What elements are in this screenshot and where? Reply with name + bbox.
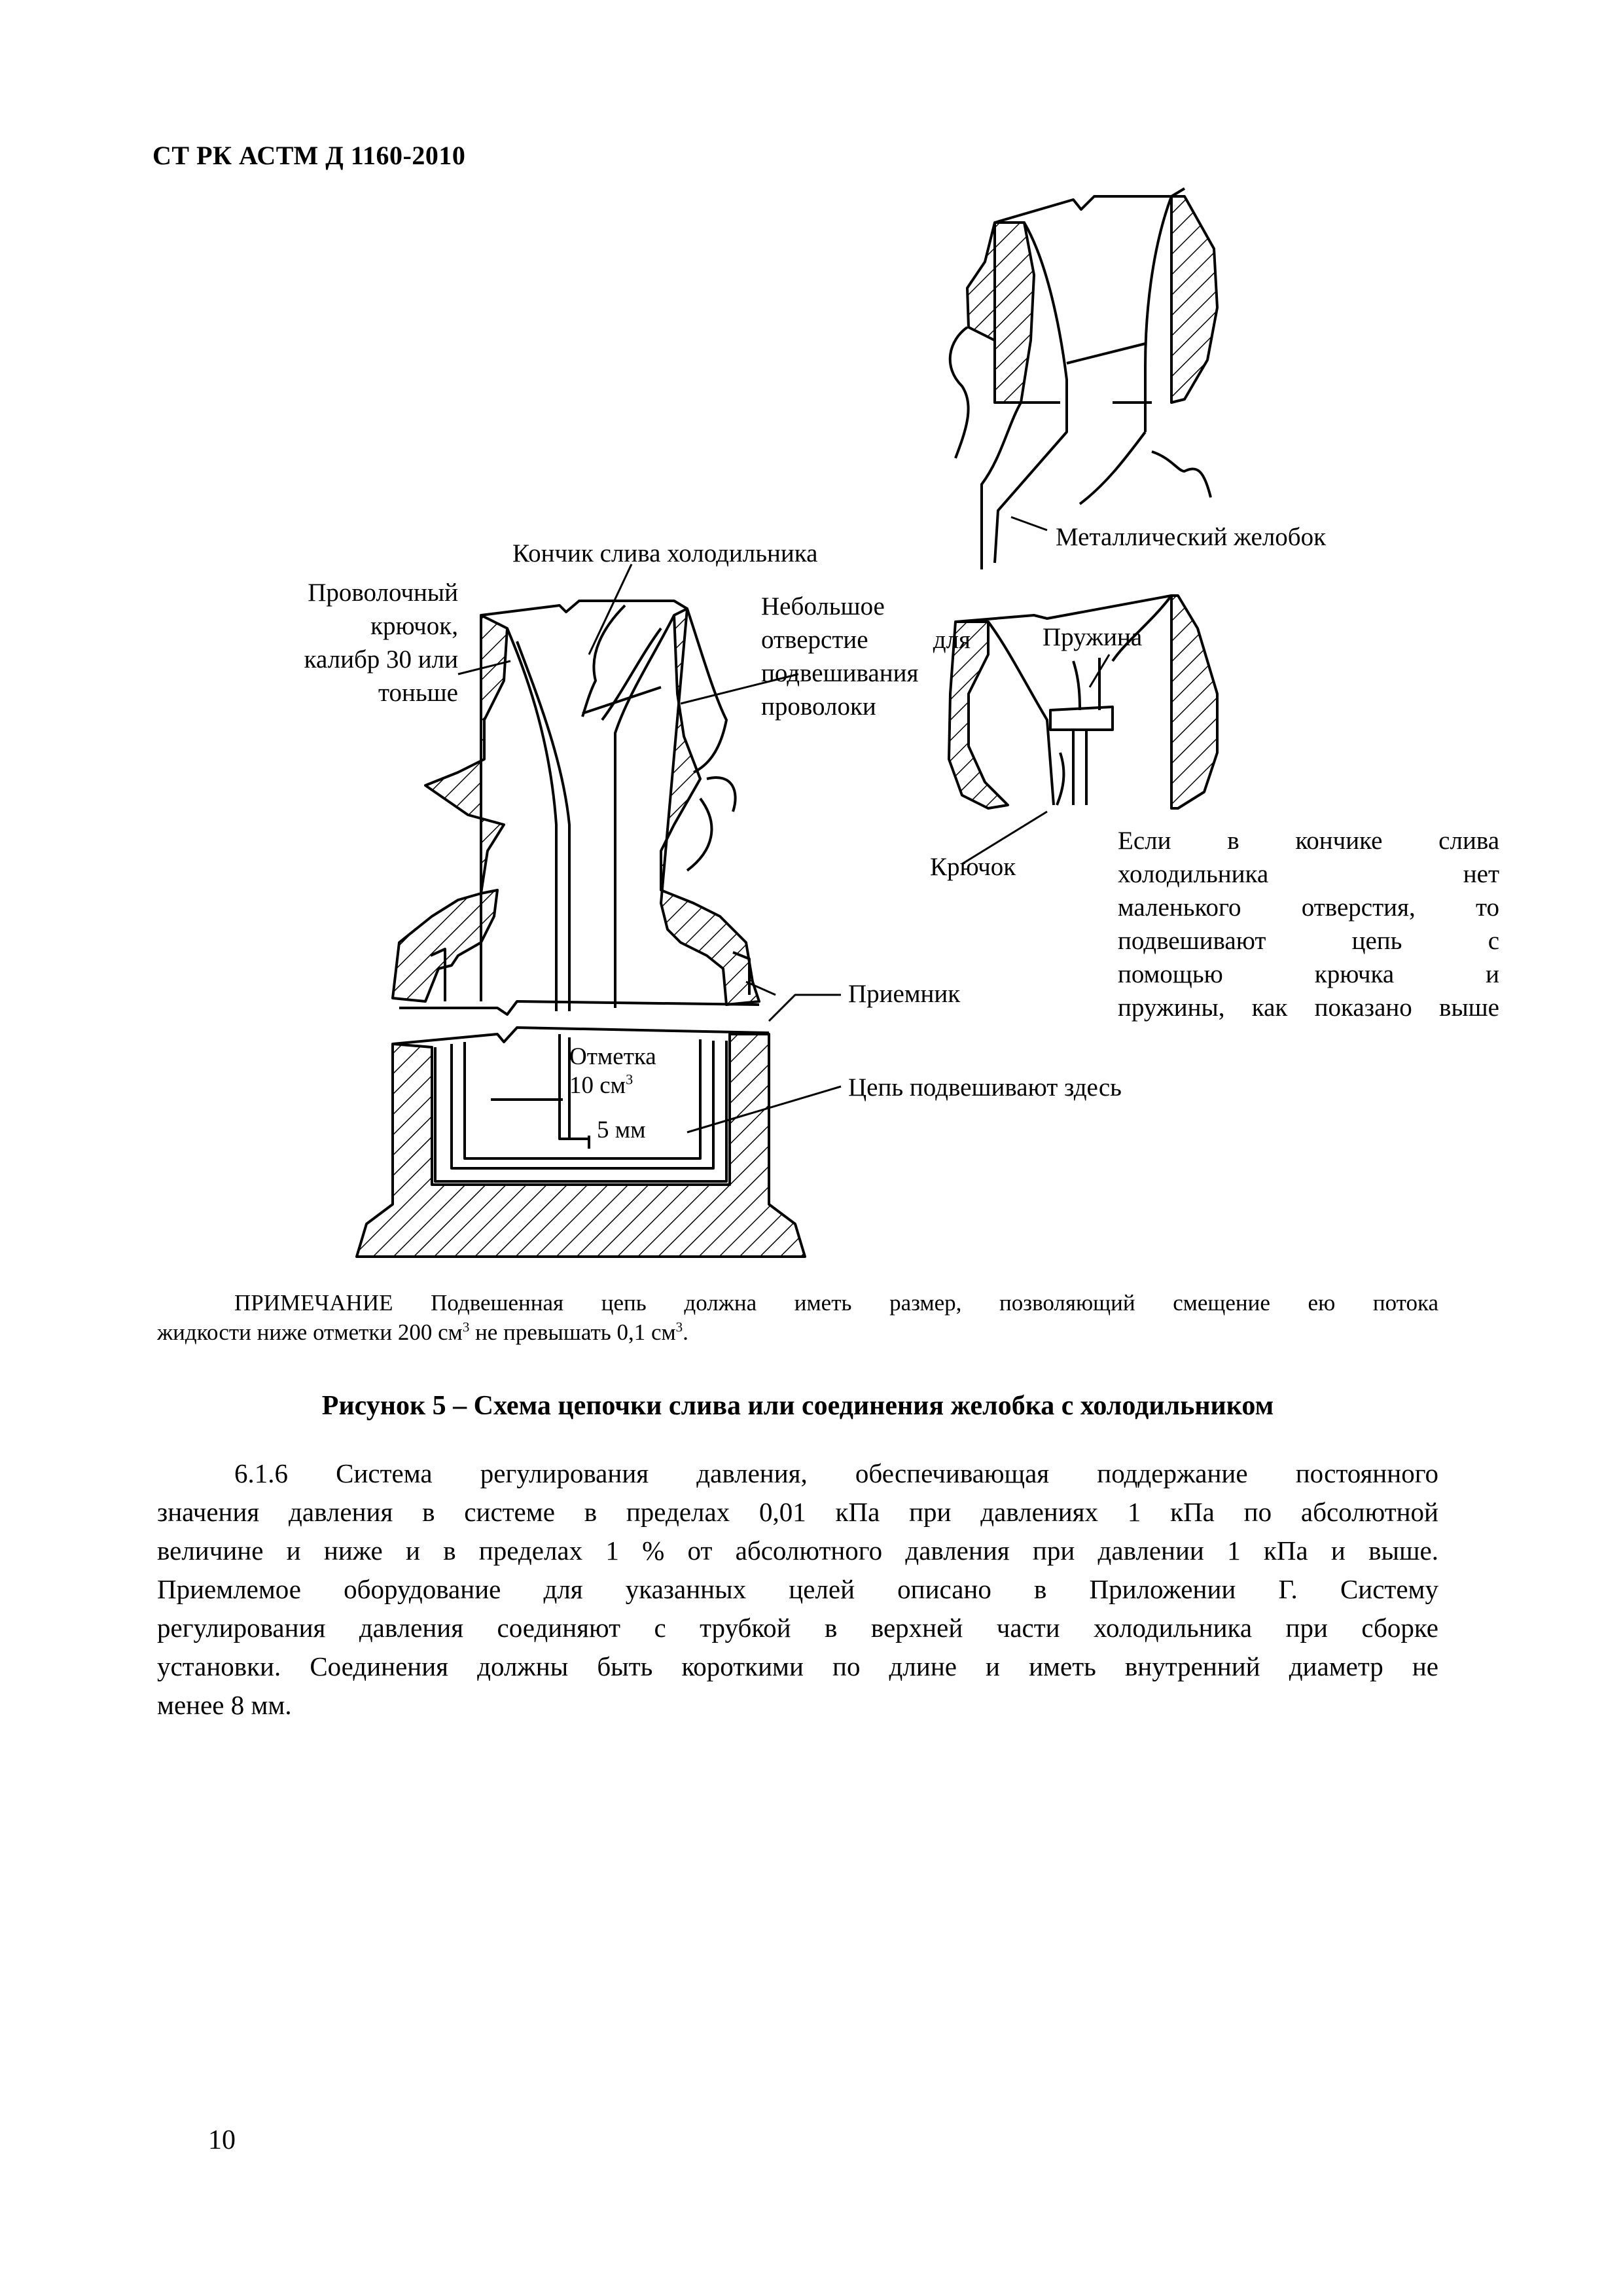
label-small-hole-line xyxy=(761,623,971,656)
paragraph-line: значения давления в системе в пределах 0,01 кПа при давлениях 1 кПа по абсолютной xyxy=(157,1497,1438,1527)
label-metal-trough: Металлический желобок xyxy=(1056,523,1327,551)
side-note-word: холодильника xyxy=(1118,860,1269,888)
figure-note-text: жидкости ниже отметки 200 см xyxy=(157,1319,463,1345)
side-note-word: слива xyxy=(1438,827,1500,855)
label-receiver: Приемник xyxy=(848,980,961,1008)
figure-note-text: не превышать 0,1 см xyxy=(469,1319,676,1345)
side-note-line xyxy=(1118,891,1499,924)
label-spring: Пружина xyxy=(1043,623,1143,651)
side-note-word: в xyxy=(1227,827,1240,855)
label-small-hole xyxy=(761,590,971,723)
side-note-line xyxy=(1118,824,1499,857)
label-chain-hang: Цепь подвешивают здесь xyxy=(848,1073,1122,1102)
side-note-word: с xyxy=(1488,927,1499,955)
figure-note-text: . xyxy=(683,1319,688,1345)
figure-note-line xyxy=(157,1318,1438,1347)
figure-note-sup: 3 xyxy=(675,1319,683,1335)
side-note-word: отверстия, xyxy=(1301,893,1416,922)
paragraph-line: регулирования давления соединяют с трубкой в верхней части холодильника при сборке xyxy=(157,1613,1438,1643)
document-header: СТ РК АСТМ Д 1160-2010 xyxy=(152,141,466,170)
figure-note-sup: 3 xyxy=(462,1319,470,1335)
side-note-line xyxy=(1118,857,1499,891)
paragraph-line: 6.1.6 Система регулирования давления, обеспечивающая поддержание постоянного xyxy=(234,1458,1438,1488)
label-mark-volume-unit-exp: 3 xyxy=(626,1071,633,1088)
paragraph-line: величине и ниже и в пределах 1 % от абсолютного давления при давлении 1 кПа и выше. xyxy=(157,1535,1438,1566)
side-note-word: помощью xyxy=(1118,960,1223,988)
label-wire-hook-line: тоньше xyxy=(378,679,458,707)
side-note-word: Если xyxy=(1118,827,1171,855)
label-wire-hook-line: калибр 30 или xyxy=(304,645,458,673)
paragraph-line: менее 8 мм. xyxy=(157,1690,292,1720)
label-mark xyxy=(569,1043,656,1100)
label-drain-tip: Кончик слива холодильника xyxy=(512,539,818,567)
section-paragraph xyxy=(157,1454,1438,1725)
side-note-word: то xyxy=(1475,893,1500,922)
side-note-word: и xyxy=(1486,960,1499,988)
label-wire-hook-line: Проволочный xyxy=(308,579,458,607)
side-note-word: крючка xyxy=(1314,960,1395,988)
label-wire-hook-line: крючок, xyxy=(370,612,458,640)
side-note-word: кончике xyxy=(1295,827,1383,855)
metal-trough-drawing xyxy=(950,188,1217,569)
label-mark-volume: 10 см xyxy=(569,1072,626,1099)
label-small-hole-line: проволоки xyxy=(761,692,876,721)
side-note-word: маленького xyxy=(1118,893,1241,922)
figure-note xyxy=(157,1288,1438,1347)
side-note xyxy=(1118,824,1499,1024)
paragraph-line: Приемлемое оборудование для указанных целей описано в Приложении Г. Систему xyxy=(157,1574,1438,1604)
label-small-hole-word: отверстие xyxy=(761,626,868,654)
figure-note-line: ПРИМЕЧАНИЕ Подвешенная цепь должна иметь размер, позволяющий смещение ею потока xyxy=(234,1290,1438,1316)
label-5mm: 5 мм xyxy=(597,1117,646,1143)
side-note-line xyxy=(1118,924,1499,958)
figure-caption: Рисунок 5 – Схема цепочки слива или соединения желобка с холодильником xyxy=(321,1391,1274,1421)
page-number: 10 xyxy=(208,2125,236,2155)
label-small-hole-line: Небольшое xyxy=(761,592,885,620)
side-note-line xyxy=(1118,991,1499,1024)
label-small-hole-line: подвешивания xyxy=(761,659,919,687)
label-hook: Крючок xyxy=(930,853,1016,881)
side-note-word: нет xyxy=(1463,860,1499,888)
label-mark-volume-line xyxy=(569,1071,656,1100)
side-note-line xyxy=(1118,958,1499,991)
side-note-word: пружины, как показано выше xyxy=(1118,994,1499,1022)
label-mark-title: Отметка xyxy=(569,1043,656,1070)
label-wire-hook xyxy=(255,576,458,709)
label-small-hole-word: для xyxy=(933,626,971,654)
side-note-word: цепь xyxy=(1351,927,1402,955)
paragraph-line: установки. Соединения должны быть короткими по длине и иметь внутренний диаметр не xyxy=(157,1651,1438,1681)
side-note-word: подвешивают xyxy=(1118,927,1266,955)
